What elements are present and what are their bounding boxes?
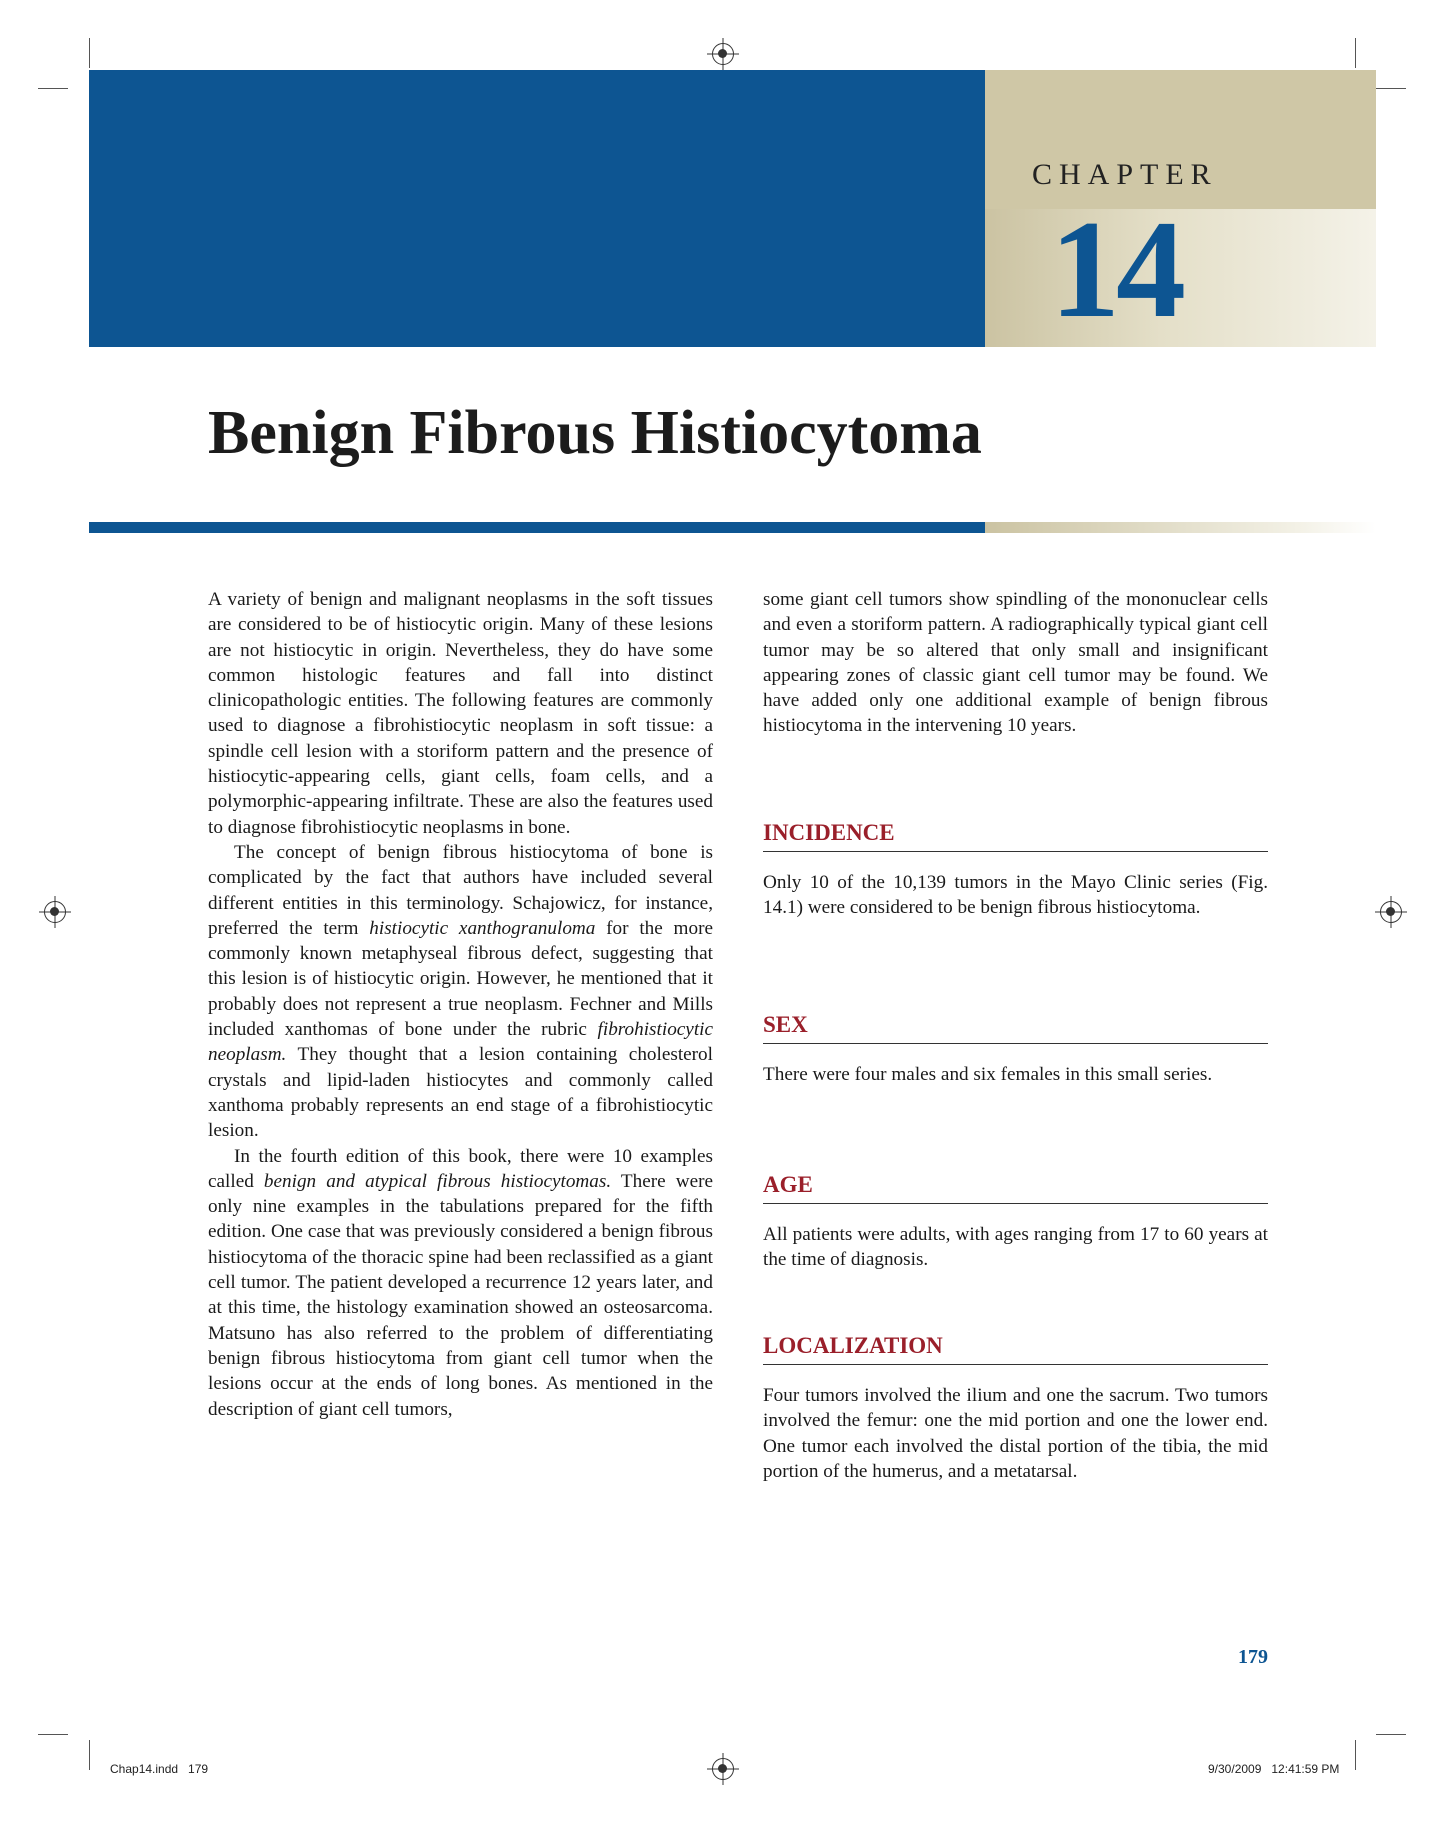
chapter-header-blue-band <box>89 70 985 347</box>
crop-mark-bottom-left-vertical <box>89 1740 90 1770</box>
slug-timestamp: 9/30/2009 12:41:59 PM <box>1208 1762 1340 1776</box>
paragraph-intro: A variety of benign and malignant neoplasms in the soft tissues are considered to be of histiocytic origin. Many of these lesions are not histiocytic in origin. Nevertheless, they do have some common histologic features and fall into distinct clinicopathologic entities. The following features are commonly used to diagnose a fibrohistiocytic neoplasm in soft tissue: a spindle cell lesion with a storiform pattern and the presence of histiocytic-appearing cells, giant cells, foam cells, and a polymorphic-appearing infiltrate. These are also the features used to diagnose fibrohistiocytic neoplasms in bone. <box>208 589 713 838</box>
italic-term: histiocytic xanthogranuloma <box>369 917 596 939</box>
crop-mark-bottom-left-horizontal <box>38 1734 68 1735</box>
crop-mark-top-left-vertical <box>89 38 90 68</box>
crop-mark-top-left-horizontal <box>38 88 68 89</box>
section-heading-localization: LOCALIZATION <box>763 1331 1268 1365</box>
crop-mark-top-right-horizontal <box>1376 88 1406 89</box>
slug-file-name: Chap14.indd 179 <box>110 1762 209 1776</box>
section-sex <box>763 1010 1268 1087</box>
crop-mark-top-right-vertical <box>1355 38 1356 68</box>
italic-term: benign and atypical fibrous histiocytomas. <box>263 1170 612 1192</box>
registration-mark-top-icon <box>712 43 734 65</box>
section-body-age: All patients were adults, with ages ranging from 17 to 60 years at the time of diagnosis. <box>763 1224 1268 1271</box>
chapter-title: Benign Fibrous Histiocytoma <box>208 399 982 467</box>
paragraph-concept <box>208 840 713 1144</box>
section-localization <box>763 1331 1268 1484</box>
chapter-label: CHAPTER <box>1032 158 1218 191</box>
paragraph-continuation: some giant cell tumors show spindling of the mononuclear cells and even a storiform pattern. A radiographically typical giant cell tumor may be so altered that only small and insignificant appearing zones of classic giant cell tumor may be found. We have added only one additional example of benign fibrous histiocytoma in the intervening 10 years. <box>763 589 1268 737</box>
section-body-sex: There were four males and six females in this small series. <box>763 1064 1213 1085</box>
section-body-incidence: Only 10 of the 10,139 tumors in the Mayo Clinic series (Fig. 14.1) were considered to be benign fibrous histiocytoma. <box>763 872 1268 919</box>
paragraph-text: In the fourth edition of this book, there were 10 examples called <box>208 1145 713 1192</box>
registration-mark-bottom-icon <box>712 1758 734 1780</box>
page-number: 179 <box>1238 1646 1268 1668</box>
paragraph-text: for the more commonly known metaphyseal fibrous defect, suggesting that this lesion is of histiocytic origin. However, he mentioned that it probably does not represent a true neoplasm. Fechner and Mills included xanthomas of bone under the rubric <box>208 917 713 1041</box>
italic-term: fibrohistiocytic neoplasm. <box>208 1019 713 1066</box>
paragraph-editions <box>208 1144 713 1422</box>
registration-mark-left-icon <box>44 901 66 923</box>
section-body-localization: Four tumors involved the ilium and one the sacrum. Two tumors involved the femur: one the mid portion and one the lower end. One tumor each involved the distal portion of the tibia, the mid portion of the humerus, and a metatarsal. <box>763 1385 1268 1482</box>
crop-mark-bottom-right-horizontal <box>1376 1734 1406 1735</box>
right-column <box>763 587 1268 739</box>
crop-mark-bottom-right-vertical <box>1355 1740 1356 1770</box>
title-rule-blue <box>89 522 985 533</box>
section-heading-age: AGE <box>763 1170 1268 1204</box>
section-heading-sex: SEX <box>763 1010 1268 1044</box>
section-age <box>763 1170 1268 1273</box>
title-rule-tan <box>985 522 1376 533</box>
paragraph-text: They thought that a lesion containing cholesterol crystals and lipid-laden histiocytes and commonly called xanthoma probably represents an end stage of a fibrohistiocytic lesion. <box>208 1044 713 1142</box>
chapter-number: 14 <box>1050 192 1182 347</box>
paragraph-text: The concept of benign fibrous histiocytoma of bone is complicated by the fact that authors have included several different entities in this terminology. Schajowicz, for instance, preferred the term <box>208 841 713 939</box>
section-incidence <box>763 818 1268 921</box>
paragraph-text: There were only nine examples in the tabulations prepared for the fifth edition. One case that was previously considered a benign fibrous histiocytoma of the thoracic spine had been reclassified as a giant cell tumor. The patient developed a recurrence 12 years later, and at this time, the histology examination showed an osteosarcoma. Matsuno has also referred to the problem of differentiating benign fibrous histiocytoma from giant cell tumor when the lesions occur at the ends of long bones. As mentioned in the description of giant cell tumors, <box>208 1170 714 1420</box>
left-column <box>208 587 713 1422</box>
section-heading-incidence: INCIDENCE <box>763 818 1268 852</box>
registration-mark-right-icon <box>1380 901 1402 923</box>
